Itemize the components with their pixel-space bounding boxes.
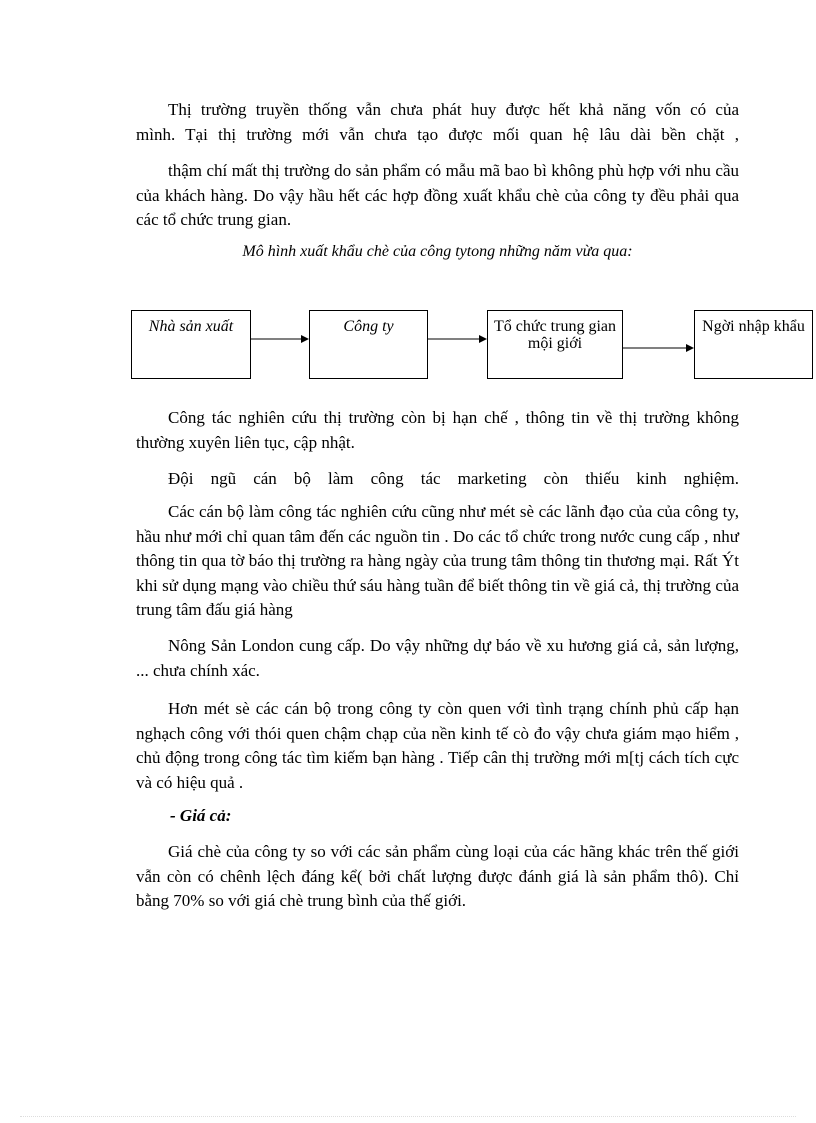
paragraph-5-text: Các cán bộ làm công tác nghiên cứu cũng như mét sè các lãnh đạo của của công ty, hầu như mới chỉ quan tâm đến các nguồn tin . Do các tổ chức trong nước cung cấp , như thông tin qua tờ báo thị trường ra hàng ngày của trung tâm thông tin thương mại. Rất Ýt khi sử dụng mạng vào chiều thứ sáu hàng tuần để biết thông tin về giá cả, thị trường của trung tâm đấu giá hàng [136,502,739,619]
paragraph-4 [136,467,739,492]
paragraph-6 [136,634,739,683]
arrow-1 [251,332,309,346]
paragraph-7-text: Hơn mét sè các cán bộ trong công ty còn quen với tình trạng chính phủ cấp hạn nghạch công với thói quen chậm chạp của nền kinh tế cò đo vậy chưa giám mạo hiểm , chủ động trong công tác tìm kiếm bạn hàng . Tiếp cân thị trường mới m[tj cách tích cực và có hiệu quả . [136,699,739,792]
paragraph-2-text: thậm chí mất thị trường do sản phẩm có mẫu mã bao bì không phù hợp với nhu cầu của khách hàng. Do vậy hầu hết các hợp đồng xuất khẩu chè của công ty đều phải qua các tổ chức trung gian. [136,161,739,229]
box-importer: Ngời nhập khẩu [694,310,813,379]
paragraph-1-line-1: Thị trường truyền thống vẫn chưa phát huy được hết khả năng vốn có của [168,100,739,119]
arrow-3 [623,341,694,355]
paragraph-3-text: Công tác nghiên cứu thị trường còn bị hạn chế , thông tin về thị trường không thường xuyên liên tục, cập nhật. [136,408,739,452]
paragraph-4-text: Đội ngũ cán bộ làm công tác marketing còn thiếu kinh nghiệm. [168,469,739,488]
arrow-2 [428,332,487,346]
diagram-caption: Mô hình xuất khẩu chè của công tytong những năm vừa qua: [242,243,633,260]
paragraph-7 [136,697,739,795]
paragraph-8 [136,840,739,914]
box-intermediary: Tổ chức trung gian mội giới [487,310,623,379]
paragraph-6-text: Nông Sản London cung cấp. Do vậy những dự báo về xu hương giá cả, sản lượng, ... chưa chính xác. [136,636,739,680]
paragraph-1-line-2: mình. Tại thị trường mới vẫn chưa tạo được mối quan hệ lâu dài bền chặt , [136,124,739,144]
paragraph-5 [136,500,739,623]
paragraph-3 [136,406,739,455]
box-producer: Nhà sản xuất [131,310,251,379]
box-company: Công ty [309,310,428,379]
paragraph-2 [136,159,739,233]
paragraph-8-text: Giá chè của công ty so với các sản phẩm cùng loại của các hãng khác trên thế giới vẫn còn có chênh lệch đáng kể( bởi chất lượng được đánh giá là sản phẩm thô). Chỉ bằng 70% so với giá chè trung bình của thế giới. [136,842,739,910]
paragraph-1 [136,98,739,147]
section-heading-price: - Giá cả: [170,806,232,825]
page-bottom-divider [20,1116,796,1117]
